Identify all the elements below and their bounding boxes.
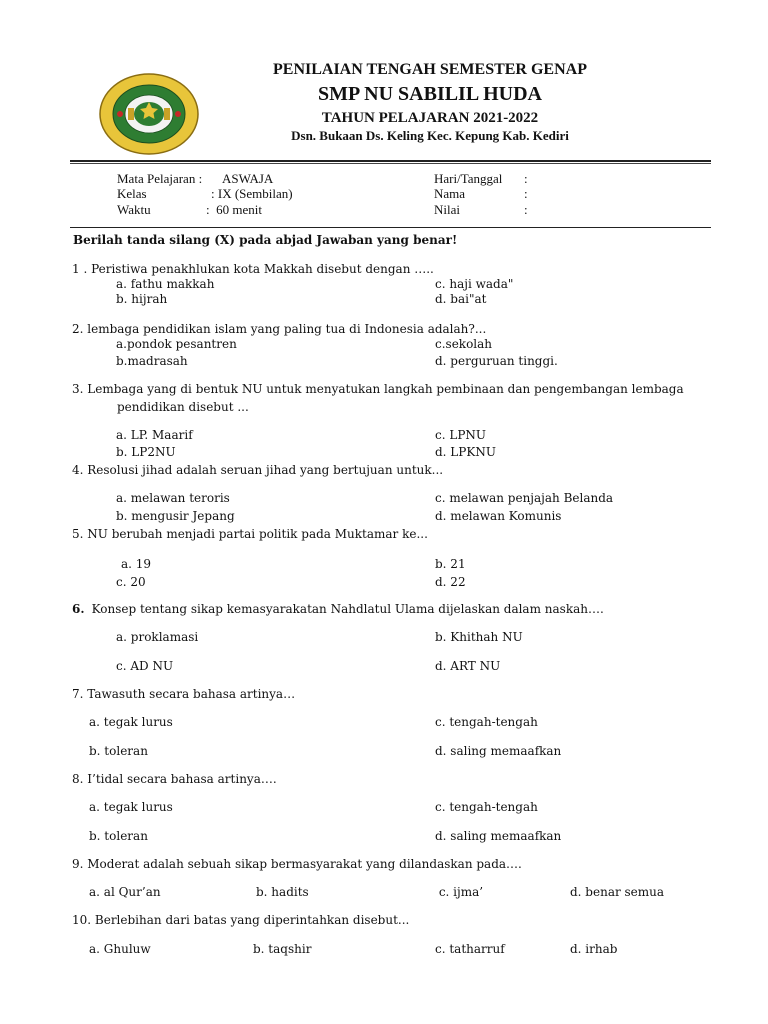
option-a[interactable]: a. melawan teroris [116, 491, 230, 505]
option-a[interactable]: a. proklamasi [116, 630, 199, 644]
option-b[interactable]: b.madrasah [116, 354, 188, 368]
question-1: 1 . Peristiwa penakhlukan kota Makkah disebut dengan ….. [72, 262, 434, 276]
name-colon: : [524, 186, 528, 201]
school-logo-icon [98, 72, 200, 156]
question-9: 9. Moderat adalah sebuah sikap bermasyarakat yang dilandaskan pada…. [72, 857, 522, 871]
option-a[interactable]: a. tegak lurus [89, 715, 173, 729]
option-c[interactable]: c. melawan penjajah Belanda [435, 491, 614, 505]
question-6-number: 6. [72, 602, 85, 616]
header-divider-thin [70, 163, 711, 164]
option-c[interactable]: c. 20 [116, 575, 146, 589]
school-address: Dsn. Bukaan Ds. Keling Kec. Kepung Kab. Kediri [291, 128, 569, 143]
option-d[interactable]: d. LPKNU [435, 445, 496, 459]
option-c[interactable]: c. LPNU [435, 428, 487, 442]
option-c[interactable]: c.sekolah [435, 337, 493, 351]
subject-label: Mata Pelajaran : [117, 171, 203, 186]
info-divider [70, 227, 711, 228]
exam-title: PENILAIAN TENGAH SEMESTER GENAP [273, 61, 587, 78]
option-a[interactable]: a. tegak lurus [89, 800, 173, 814]
option-a[interactable]: a. al Qur’an [89, 885, 161, 899]
option-d[interactable]: d. irhab [570, 942, 618, 956]
question-3-continued: pendidikan disebut ... [117, 400, 249, 414]
option-b[interactable]: b. hijrah [116, 292, 168, 306]
subject-value: ASWAJA [222, 171, 274, 186]
header-divider [70, 160, 711, 162]
option-a[interactable]: a. Ghuluw [89, 942, 151, 956]
instruction: Berilah tanda silang (X) pada abjad Jawaban yang benar! [73, 233, 458, 247]
question-8: 8. I’tidal secara bahasa artinya…. [72, 772, 277, 786]
score-label: Nilai [434, 202, 460, 217]
question-5: 5. NU berubah menjadi partai politik pada Muktamar ke... [72, 527, 428, 541]
academic-year: TAHUN PELAJARAN 2021-2022 [321, 110, 539, 126]
option-d[interactable]: d. saling memaafkan [435, 829, 562, 843]
option-d[interactable]: d. bai"at [435, 292, 487, 306]
question-6: Konsep tentang sikap kemasyarakatan Nahdlatul Ulama dijelaskan dalam naskah…. [84, 602, 604, 616]
question-4: 4. Resolusi jihad adalah seruan jihad yang bertujuan untuk... [72, 463, 444, 477]
option-c[interactable]: c. tengah-tengah [435, 800, 538, 814]
option-d[interactable]: d. ART NU [435, 659, 501, 673]
option-b[interactable]: b. mengusir Jepang [116, 509, 235, 523]
option-c[interactable]: c. haji wada" [435, 277, 514, 291]
option-b[interactable]: b. toleran [89, 829, 148, 843]
option-b[interactable]: b. 21 [435, 557, 466, 571]
option-c[interactable]: c. tatharruf [435, 942, 505, 956]
school-name: SMP NU SABILIL HUDA [318, 83, 542, 105]
class-value: : IX (Sembilan) [211, 186, 293, 201]
option-a[interactable]: a. 19 [121, 557, 152, 571]
class-label: Kelas [117, 186, 147, 201]
option-c[interactable]: c. AD NU [116, 659, 174, 673]
option-b[interactable]: b. Khithah NU [435, 630, 523, 644]
option-d[interactable]: d. melawan Komunis [435, 509, 562, 523]
option-d[interactable]: d. saling memaafkan [435, 744, 562, 758]
question-10: 10. Berlebihan dari batas yang diperintahkan disebut... [72, 913, 410, 927]
question-7: 7. Tawasuth secara bahasa artinya… [72, 687, 296, 701]
option-d[interactable]: d. perguruan tinggi. [435, 354, 558, 368]
option-b[interactable]: b. LP2NU [116, 445, 176, 459]
score-colon: : [524, 202, 528, 217]
question-2: 2. lembaga pendidikan islam yang paling tua di Indonesia adalah?... [72, 322, 487, 336]
option-a[interactable]: a. LP. Maarif [116, 428, 193, 442]
time-value: : 60 menit [206, 202, 262, 217]
date-colon: : [524, 171, 528, 186]
option-a[interactable]: a.pondok pesantren [116, 337, 237, 351]
date-label: Hari/Tanggal [434, 171, 503, 186]
option-c[interactable]: c. tengah-tengah [435, 715, 538, 729]
option-d[interactable]: d. 22 [435, 575, 466, 589]
time-label: Waktu [117, 202, 151, 217]
option-c[interactable]: c. ijma’ [435, 885, 484, 899]
option-a[interactable]: a. fathu makkah [116, 277, 215, 291]
option-d[interactable]: d. benar semua [570, 885, 665, 899]
option-b[interactable]: b. taqshir [253, 942, 312, 956]
question-3: 3. Lembaga yang di bentuk NU untuk menyatukan langkah pembinaan dan pengembangan lembaga [72, 382, 684, 396]
option-b[interactable]: b. hadits [256, 885, 309, 899]
name-label: Nama [434, 186, 466, 201]
option-b[interactable]: b. toleran [89, 744, 148, 758]
